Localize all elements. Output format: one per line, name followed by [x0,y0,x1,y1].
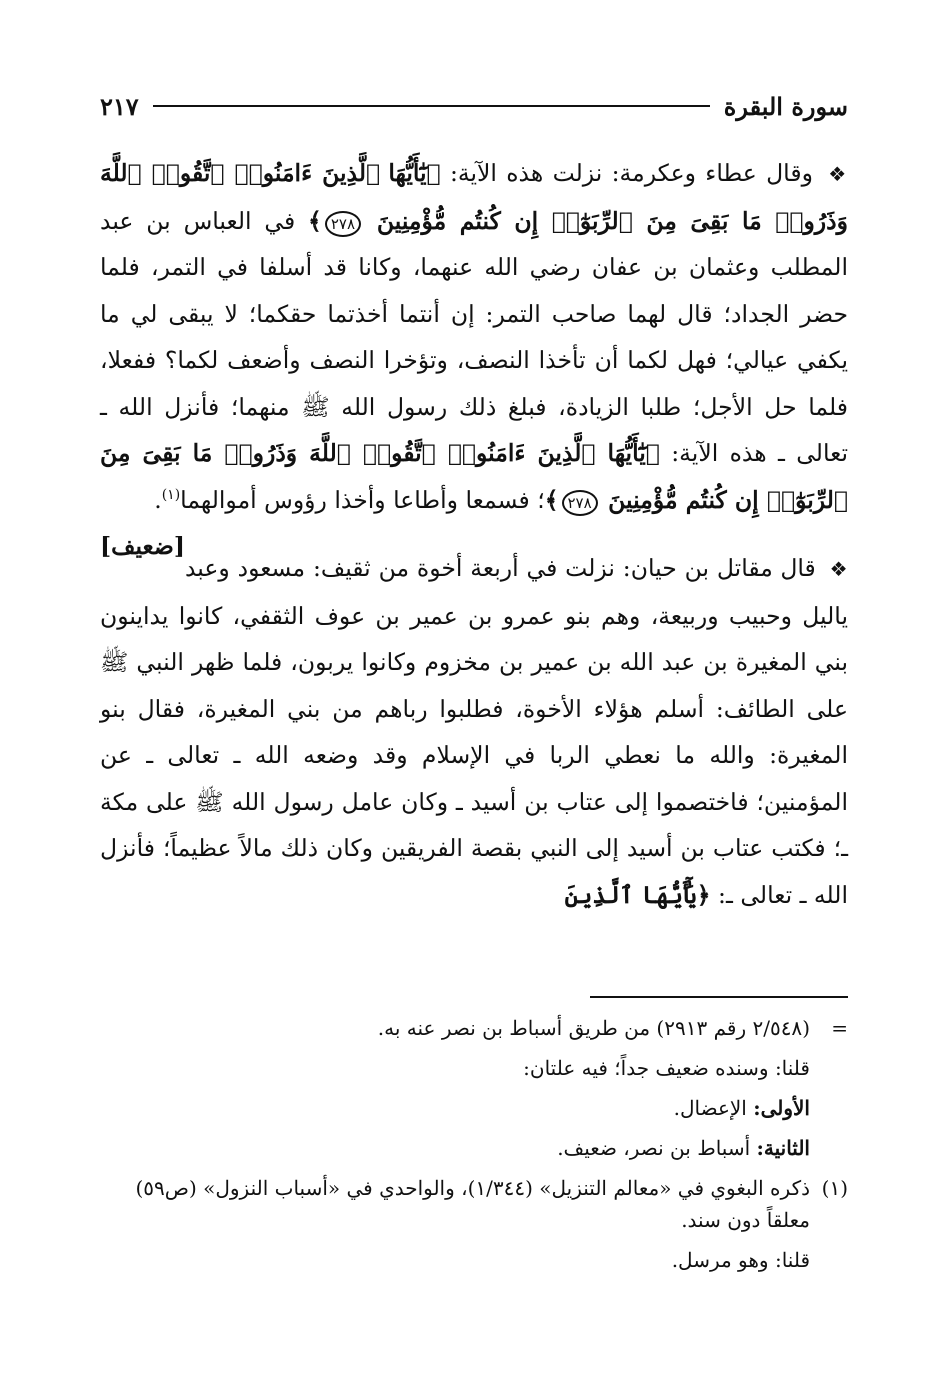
sentence-end: . [154,485,162,514]
first-cause [100,1092,810,1124]
header-rule [153,105,710,107]
paragraph-body-2: ؛ فسمعا وأطاعا وأخذا رؤوس أموالهما [180,485,545,514]
second-cause [100,1132,810,1164]
footnotes [100,1012,848,1284]
quran-verse: ﴿يَٰٓأَيُّهَا ٱلَّذِينَ ءَامَنُوا۟ ٱتَّقُوا۟ ٱللَّهَ وَذَرُوا۟ مَا بَقِىَ مِنَ ٱلرِّبَوٰٓا۟ إِن كُنتُم مُّؤْمِنِينَ [100,159,848,235]
footnote-1-body [100,1172,810,1276]
page-number: ٢١٧ [100,91,139,121]
bullet-icon: ❖ [828,162,848,186]
main-text [100,150,848,918]
paragraph-body-3: قال مقاتل بن حيان: نزلت في أربعة أخوة من ثقيف: مسعود وعبد ياليل وحبيب وربيعة، وهم بنو عمرو بن عمير بن عوف الثقفي، كانوا يداينون بني المغيرة بن عبد الله بن عمير بن مخزوم وكانوا يربون، فلما ظهر النبي ﷺ على الطائف: أسلم هؤلاء الأخوة، فطلبوا رباهم من بني المغيرة، فقال بنو المغيرة: والله ما نعطي الربا في الإسلام وقد وضعه الله ـ تعالى ـ عن المؤمنين؛ فاختصموا إلى عتاب بن أسيد ـ وكان عامل رسول الله ﷺ على مكة ـ؛ فكتب عتاب بن أسيد إلى النبي بقصة الفريقين وكان ذلك مالاً عظيماً؛ فأنزل الله ـ تعالى ـ: [100,554,848,909]
ayah-number-marker-2: ٢٧٨ [562,490,598,516]
footnote-reference[interactable]: (١) [161,486,181,503]
first-label: الأولى: [753,1096,810,1120]
continuation-mark: = [831,1016,848,1040]
page-header [100,88,848,124]
paragraph-intro: وقال عطاء وعكرمة: نزلت هذه الآية: [449,159,813,187]
first-text: الإعضال. [673,1096,747,1120]
surah-title: سورة البقرة [723,91,848,121]
paragraph-ata [100,150,849,560]
qulna-note-2: قلنا: وهو مرسل. [671,1248,810,1272]
second-text: أسباط بن نصر، ضعيف. [557,1136,751,1160]
bullet-icon-2: ❖ [829,557,848,581]
footnote-continuation [100,1012,848,1164]
ayah-number-marker: ٢٧٨ [325,211,361,237]
qulna-note-1: قلنا: وسنده ضعيف جداً؛ فيه علتان: [523,1056,810,1080]
grade-label: [ضعيف] [100,532,185,560]
paragraph-body: في العباس بن عبد المطلب وعثمان بن عفان رضي الله عنهما، وكانا قد أسلفا في التمر، فلما حضر الجداد؛ قال لهما صاحب التمر: إن أنتما أخذتما حقكما؛ لا يبقى لي ما يكفي عيالي؛ فهل لكما أن تأخذا النصف، وتؤخرا النصف وأضعف لكما؟ ففعلا، فلما حل الأجل؛ طلبا الزيادة، فبلغ ذلك رسول الله ﷺ منهما؛ فأنزل الله ـ تعالى ـ هذه الآية: [100,206,849,467]
paragraph-muqatil [100,545,848,918]
footnote-1-text: ذكره البغوي في «معالم التنزيل» (١/٣٤٤)، والواحدي في «أسباب النزول» (ص٥٩) معلقاً دون سند. [135,1176,810,1232]
verse-close-bracket: ﴾ [308,206,322,235]
verse-close-bracket-2: ﴾ [544,485,559,514]
footnote-separator [590,996,848,998]
quran-verse-2: ﴿يَٰٓأَيُّهَا ٱلَّذِينَ ءَامَنُوا۟ ٱتَّقُوا۟ ٱللَّهَ وَذَرُوا۟ مَا بَقِىَ مِنَ ٱلرِّبَوٰٓا۟ إِن كُنتُم مُّؤْمِنِينَ [100,439,848,514]
footnote-1 [100,1172,848,1276]
quran-verse-3: ﴿يَٰٓأَيُّهَا ٱلَّذِينَ [564,880,711,909]
second-label: الثانية: [756,1136,810,1160]
footnote-1-mark: (١) [821,1176,848,1200]
continuation-text: (٢/٥٤٨ رقم ٢٩١٣) من طريق أسباط بن نصر عنه به. [377,1016,810,1040]
footnote-continuation-body [100,1012,810,1164]
